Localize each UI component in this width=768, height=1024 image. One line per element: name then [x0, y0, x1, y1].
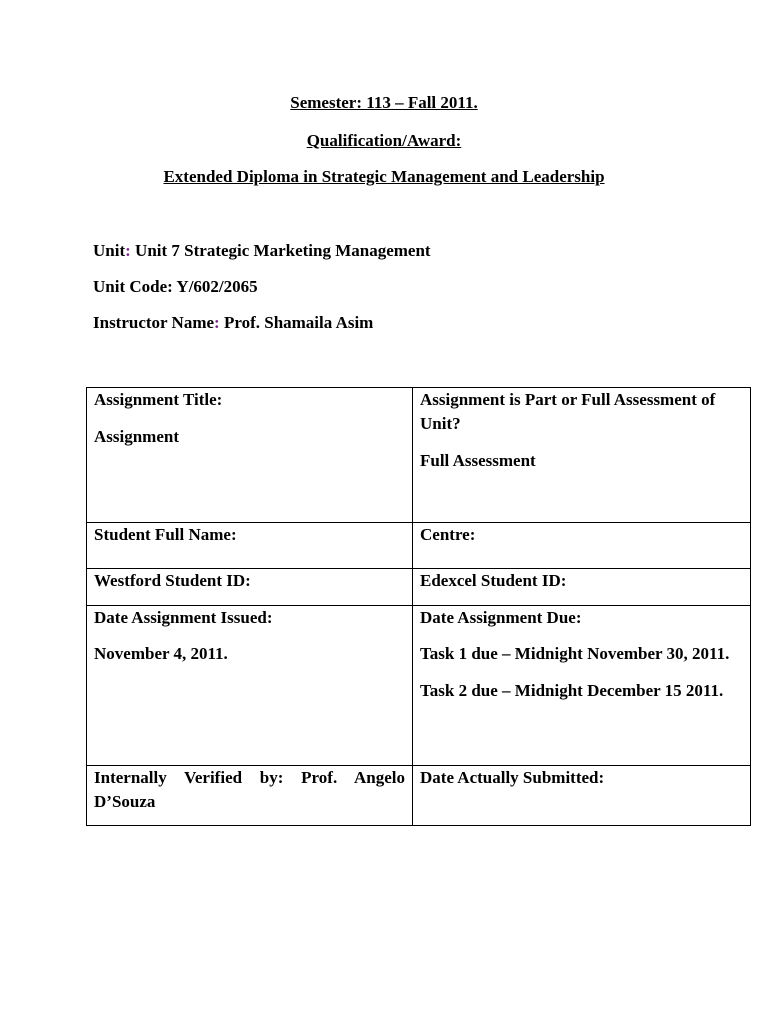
- qualification-heading: [0, 131, 768, 151]
- assessment-value: Full Assessment: [420, 451, 536, 470]
- westford-id-cell: [87, 569, 413, 606]
- unit-colon: :: [125, 241, 131, 260]
- semester-heading: [0, 93, 768, 113]
- edexcel-id-cell: [413, 569, 751, 606]
- table-row-verification: [87, 766, 751, 826]
- centre-label: Centre:: [420, 525, 476, 544]
- instructor-value: Prof. Shamaila Asim: [219, 313, 374, 332]
- date-issued-label: Date Assignment Issued:: [94, 608, 273, 627]
- assignment-title-label: Assignment Title:: [94, 390, 223, 409]
- assessment-cell: [413, 388, 751, 523]
- student-name-cell: [87, 523, 413, 569]
- verified-by: Internally Verified by: Prof. Angelo D’Souza: [94, 768, 405, 811]
- verified-by-cell: [87, 766, 413, 826]
- student-name-label: Student Full Name:: [94, 525, 237, 544]
- qualification-label: Qualification/Award:: [306, 131, 462, 150]
- table-row-title: [87, 388, 751, 523]
- date-submitted-label: Date Actually Submitted:: [420, 768, 605, 787]
- assignment-title-cell: [87, 388, 413, 523]
- table-row-dates: [87, 606, 751, 766]
- unit-line: [93, 241, 431, 261]
- unit-code: Unit Code: Y/602/2065: [93, 277, 258, 296]
- assessment-question: Assignment is Part or Full Assessment of Unit?: [420, 390, 716, 433]
- semester-text: Semester: 113 – Fall 2011.: [290, 93, 478, 112]
- assignment-info-table: [86, 387, 751, 826]
- unit-code-line: [93, 277, 258, 297]
- table-row-ids: [87, 569, 751, 606]
- instructor-label: Instructor Name: [93, 313, 215, 332]
- centre-cell: [413, 523, 751, 569]
- unit-label: Unit: [93, 241, 126, 260]
- qualification-value: Extended Diploma in Strategic Management and Leadership: [163, 167, 605, 186]
- edexcel-id-label: Edexcel Student ID:: [420, 571, 567, 590]
- date-issued-value: November 4, 2011.: [94, 644, 228, 663]
- instructor-line: [93, 313, 373, 333]
- date-due-label: Date Assignment Due:: [420, 608, 582, 627]
- instructor-colon: :: [214, 313, 220, 332]
- task1-due: Task 1 due – Midnight November 30, 2011.: [420, 644, 730, 663]
- table-row-student-name: [87, 523, 751, 569]
- task2-due: Task 2 due – Midnight December 15 2011.: [420, 681, 724, 700]
- westford-id-label: Westford Student ID:: [94, 571, 251, 590]
- date-issued-cell: [87, 606, 413, 766]
- assignment-title-value: Assignment: [94, 427, 180, 446]
- unit-value: Unit 7 Strategic Marketing Management: [130, 241, 431, 260]
- qualification-value-heading: [0, 167, 768, 187]
- date-due-cell: [413, 606, 751, 766]
- date-submitted-cell: [413, 766, 751, 826]
